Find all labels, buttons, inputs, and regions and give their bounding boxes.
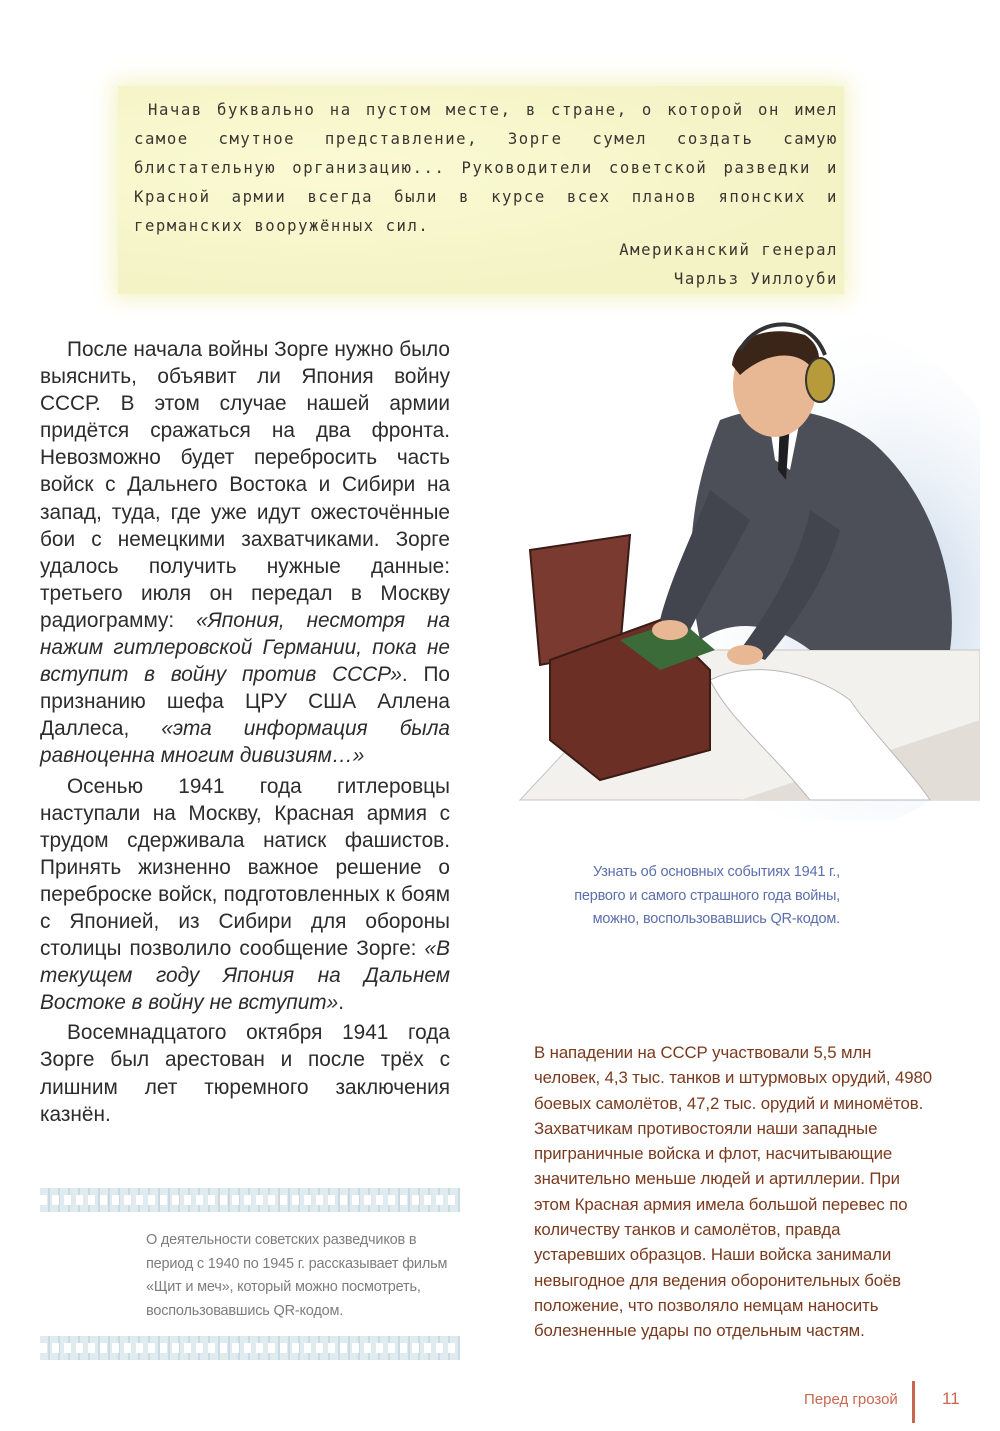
facts-box: В нападении на СССР участвовали 5,5 млн человек, 4,3 тыс. танков и штурмовых орудий, 4980 боевых самолётов, 47,2 тыс. орудий и миномётов. Захватчикам противостояли наши западные приграничные войска и флот, насчитывающие значительно меньше людей и артиллерии. При этом Красная армия имела большой перевес по количеству танков и самолётов, правда устаревших образцов. Наши войска занимали невыгодное для ведения оборонительных боёв положение, что позволяло немцам наносить болезненные удары по отдельным частям. xyxy=(534,1043,932,1341)
author-name: Чарльз Уиллоуби xyxy=(673,270,838,288)
qr-caption-1941: Узнать об основных событиях 1941 г., первого и самого страшного года войны, можно, воспользовавшись QR-кодом. xyxy=(574,864,840,927)
film-note: О деятельности советских разведчиков в период с 1940 по 1945 г. рассказывает фильм «Щит и меч», который можно посмотреть, воспользовавшись QR-кодом. xyxy=(146,1232,448,1319)
epigraph-quote xyxy=(134,96,838,241)
footer-divider xyxy=(912,1381,915,1423)
paragraph-2: Осенью 1941 года гитлеровцы наступали на Москву, Красная армия с трудом сдерживала натиск фашистов. Принять жизненно важное решение о переброске войск, подготовленных к боям с Японией, из Сибири для обороны столицы позволило сообщение Зорге: «В текущем году Япония на Дальнем Востоке в войну не вступит». xyxy=(40,774,450,1015)
quote-dulles: «эта информация была равноценна многим дивизиям…» xyxy=(40,717,450,768)
epigraph-author xyxy=(619,236,838,294)
quote-radiogram: «Япония, несмотря на нажим гитлеровской Германии, пока не вступит в войну против СССР» xyxy=(40,608,451,687)
quote-sorge: «В текущем году Япония на Дальнем Востоке в войну не вступит» xyxy=(40,937,450,1015)
main-text xyxy=(40,336,450,1128)
page-number: 11 xyxy=(942,1389,960,1408)
radio-operator-illustration xyxy=(510,320,980,820)
paragraph-1: После начала войны Зорге нужно было выяснить, объявит ли Япония войну СССР. В этом случае нашей армии придётся сражаться на два фронта. Невозможно будет перебросить часть войск с Дальнего Востока и Сибири на запад, туда, где уже идут ожесточённые бои с немецкими захватчиками. Зорге удалось получить нужные данные: третьего июля он передал в Москву радиограмму: «Япония, несмотря на нажим гитлеровской Германии, пока не вступит в войну против СССР». По признанию шефа ЦРУ США Аллена Даллеса, «эта информация была равноценна многим дивизиям…» xyxy=(40,338,451,768)
section-title: Перед грозой xyxy=(804,1391,898,1408)
author-title: Американский генерал xyxy=(619,241,838,259)
epigraph-text: Начав буквально на пустом месте, в стране, о которой он имел самое смутное представление, Зорге сумел создать самую блистательную организацию... Руководители советской разведки и Красной армии всегда были в курсе всех планов японских и германских вооружённых сил. xyxy=(134,101,838,235)
film-strip-top xyxy=(40,1188,460,1212)
paragraph-3: Восемнадцатого октября 1941 года Зорге был арестован и после трёх с лишним лет тюремного заключения казнён. xyxy=(40,1021,450,1126)
film-strip-bottom xyxy=(40,1336,460,1360)
